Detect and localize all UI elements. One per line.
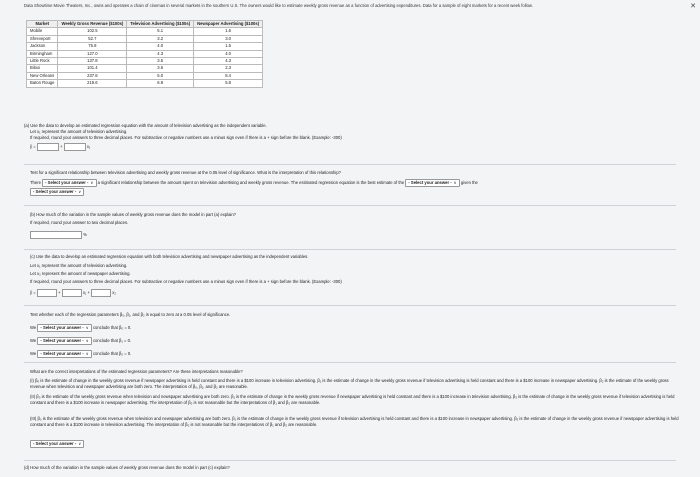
select-label: - Select your answer -: [33, 441, 77, 446]
value-cell: 137.8: [58, 58, 127, 65]
market-cell: Little Rock: [27, 58, 58, 65]
table-header: Weekly Gross Revenue ($100s): [58, 21, 127, 28]
value-cell: 5.8: [194, 80, 263, 87]
interpretation-select[interactable]: [30, 440, 84, 448]
interpretation-answer: [30, 440, 84, 448]
value-cell: 4.0: [194, 50, 263, 57]
table-row: [27, 28, 263, 35]
intercept-input[interactable]: [37, 143, 59, 151]
we-label: We: [30, 325, 37, 331]
significance-answer-line-2: [30, 188, 84, 196]
part-a-let: Let x₁ represent the amount of television advertising.: [30, 129, 128, 134]
market-cell: Birmingham: [27, 50, 58, 57]
significance-answer-line: [30, 179, 478, 187]
chevron-down-icon: ∨: [85, 338, 89, 343]
value-cell: 75.8: [58, 43, 127, 50]
interpretation-question: What are the correct interpretations of the estimated regression parameters? Are these interpretations reasonable?: [30, 369, 243, 374]
part-c-heading: (c) Use the data to develop an estimated regression equation with both television advertising and newspaper advertising as the independent variables.: [30, 254, 309, 259]
conclude-text: conclude that β₂ = 0.: [92, 351, 132, 357]
significance-question: Test for a significant relationship between television advertising and weekly gross revenue at the 0.05 level of significance. What is the interpretation of this relationship?: [30, 170, 341, 175]
problem-intro: Data Showtime Movie Theaters, Inc., owns and operates a chain of cinemas in several markets in the southern U.S. The owners would like to estimate weekly gross revenue as a function of advertising expenditures. Data for a sample of eight markets for a recent week follow.: [24, 3, 533, 8]
table-header-row: [27, 21, 263, 28]
parameter-test-intro: Test whether each of the regression parameters β₀, β₁, and β₂ is equal to zero at a 0.05 level of significance.: [30, 312, 231, 317]
part-c-equation: ŷ = + x₁ + x₂: [30, 290, 116, 296]
value-cell: 127.0: [58, 50, 127, 57]
chevron-down-icon: ∨: [453, 180, 457, 185]
table-row: [27, 43, 263, 50]
table-row: [27, 65, 263, 72]
value-cell: 4.3: [194, 58, 263, 65]
value-cell: 6.9: [127, 80, 194, 87]
test-row-beta1: [30, 337, 131, 345]
value-cell: 1.6: [194, 28, 263, 35]
value-cell: 5.1: [127, 28, 194, 35]
table-row: [27, 58, 263, 65]
chevron-down-icon: ∨: [85, 325, 89, 330]
divider: [24, 305, 676, 306]
table-header: Market: [27, 21, 58, 28]
market-cell: Baton Rouge: [27, 80, 58, 87]
tv-coef-input[interactable]: [62, 289, 82, 297]
select-label: - Select your answer -: [40, 351, 84, 356]
significance-select[interactable]: [42, 179, 96, 187]
r-squared-input[interactable]: [30, 231, 82, 239]
value-cell: 3.0: [194, 35, 263, 42]
close-icon[interactable]: ✕: [690, 3, 696, 10]
chevron-down-icon: ∨: [78, 441, 82, 446]
equation-prefix: ŷ =: [30, 144, 37, 150]
select-label: - Select your answer -: [40, 325, 84, 330]
value-cell: 4.3: [127, 50, 194, 57]
market-cell: New Orleans: [27, 72, 58, 79]
test-row-beta2: [30, 350, 131, 358]
option-ii: (II) β₀ is the estimate of the weekly gross revenue when television and newspaper advertising are both zero. β₁ is the estimate of change in the weekly gross revenue if newspaper advertising is held constant and there is a $100 increase in television advertising. β₂ is the estimate of change in the weekly gross revenue if television advertising is held constant and there is a $100 increase in newspaper advertising. The interpretation of β₀ is not reasonable but the interpretations of β₁ and β₂ are reasonable.: [30, 394, 675, 406]
part-a-instructions: If required, round your answers to three decimal places. For subtractive or negative numbers use a minus sign even if there is a + sign before the blank. (Example: -300): [30, 135, 342, 140]
part-c-let-1: Let x₁ represent the amount of television advertising.: [30, 263, 128, 268]
value-cell: 102.5: [58, 28, 127, 35]
significance-tail-text: given the: [460, 180, 478, 186]
part-b-heading: (b) How much of the variation in the sample values of weekly gross revenue does the model in part (a) explain?: [30, 212, 236, 217]
market-cell: Shreveport: [27, 35, 58, 42]
value-cell: 52.7: [58, 35, 127, 42]
conclude-text: conclude that β₁ = 0.: [92, 338, 132, 344]
value-cell: 237.8: [58, 72, 127, 79]
value-cell: 3.5: [127, 58, 194, 65]
estimate-select[interactable]: [405, 179, 459, 187]
divider: [24, 362, 676, 363]
market-cell: Mobile: [27, 28, 58, 35]
beta2-select[interactable]: [37, 350, 91, 358]
equation-prefix: ŷ =: [30, 290, 37, 296]
value-cell: 1.5: [194, 43, 263, 50]
chevron-down-icon: ∨: [90, 180, 94, 185]
conclude-text: conclude that β₀ = 0.: [92, 325, 132, 331]
news-coef-input[interactable]: [91, 289, 111, 297]
value-cell: 219.6: [58, 80, 127, 87]
value-cell: 8.4: [194, 72, 263, 79]
part-c-let-2: Let x₂ represent the amount of newspaper advertising.: [30, 271, 131, 276]
table-row: [27, 50, 263, 57]
table-header: Newspaper Advertising ($100s): [194, 21, 263, 28]
we-label: We: [30, 351, 37, 357]
beta0-select[interactable]: [37, 324, 91, 332]
market-cell: Jackson: [27, 43, 58, 50]
select-label: - Select your answer -: [40, 338, 84, 343]
option-iii: (III) β₀ is the estimate of the weekly gross revenue when television and newspaper advertising are both zero. β₁ is the estimate of change in the weekly gross revenue if television advertising is held constant and there is a $100 increase in newspaper advertising. β₂ is the estimate of change in the weekly gross revenue if newspaper advertising is held constant and there is a $100 increase in television advertising. The interpretation of β₀ is not reasonable but the interpretations of β₁ and β₂ are reasonable.: [30, 416, 679, 428]
value-cell: 2.3: [194, 65, 263, 72]
we-label: We: [30, 338, 37, 344]
there-label: There: [30, 180, 41, 186]
part-d-heading: (d) How much of the variation in the sample values of weekly gross revenue does the model in part (c) explain?: [24, 465, 230, 470]
chevron-down-icon: ∨: [78, 189, 82, 194]
test-row-beta0: [30, 324, 131, 332]
select-label: - Select your answer -: [45, 180, 89, 185]
beta1-select[interactable]: [37, 337, 91, 345]
value-cell: 3.6: [127, 65, 194, 72]
option-i: (I) β₀ is the estimate of change in the weekly gross revenue if newspaper advertising is held constant and there is a $100 increase in television advertising. β₁ is the estimate of change in the weekly gross revenue if television advertising is held constant and there is a $100 increase in newspaper advertising. β₂ is the estimate of the weekly gross revenue when television and newspaper advertising are both zero. The interpretation of β₀, β₁, and β₂ are reasonable.: [30, 378, 669, 390]
intercept-input[interactable]: [37, 289, 57, 297]
data-table: [26, 20, 263, 88]
select-label: - Select your answer -: [408, 180, 452, 185]
slope-input[interactable]: [64, 143, 86, 151]
part-b-answer: [30, 231, 87, 239]
chevron-down-icon: ∨: [85, 351, 89, 356]
divider: [24, 205, 676, 206]
part-a-heading: (a) Use the data to develop an estimated regression equation with the amount of television advertising as the independent variable.: [24, 123, 267, 128]
divider: [24, 460, 676, 461]
table-row: [27, 80, 263, 87]
table-row: [27, 35, 263, 42]
value-cell: 101.4: [58, 65, 127, 72]
given-select[interactable]: [30, 188, 84, 196]
value-cell: 5.0: [127, 72, 194, 79]
select-label: - Select your answer -: [33, 189, 77, 194]
part-a-equation: ŷ = + x₁: [30, 144, 91, 150]
part-b-instructions: If required, round your answer to two decimal places.: [30, 220, 129, 225]
table-row: [27, 72, 263, 79]
divider: [24, 164, 676, 165]
market-cell: Biloxi: [27, 65, 58, 72]
significance-middle-text: a significant relationship between the amount spent on television advertising and weekly gross revenue. The estimated regression equation is the best estimate of the: [97, 180, 405, 186]
part-c-instructions: If required, round your answers to three decimal places. For subtractive or negative numbers use a minus sign even if there is a + sign before the blank. (Example: -300): [30, 279, 342, 284]
percent-suffix: %: [83, 232, 87, 238]
table-header: Television Advertising ($100s): [127, 21, 194, 28]
value-cell: 4.0: [127, 43, 194, 50]
divider: [24, 249, 676, 250]
value-cell: 3.2: [127, 35, 194, 42]
